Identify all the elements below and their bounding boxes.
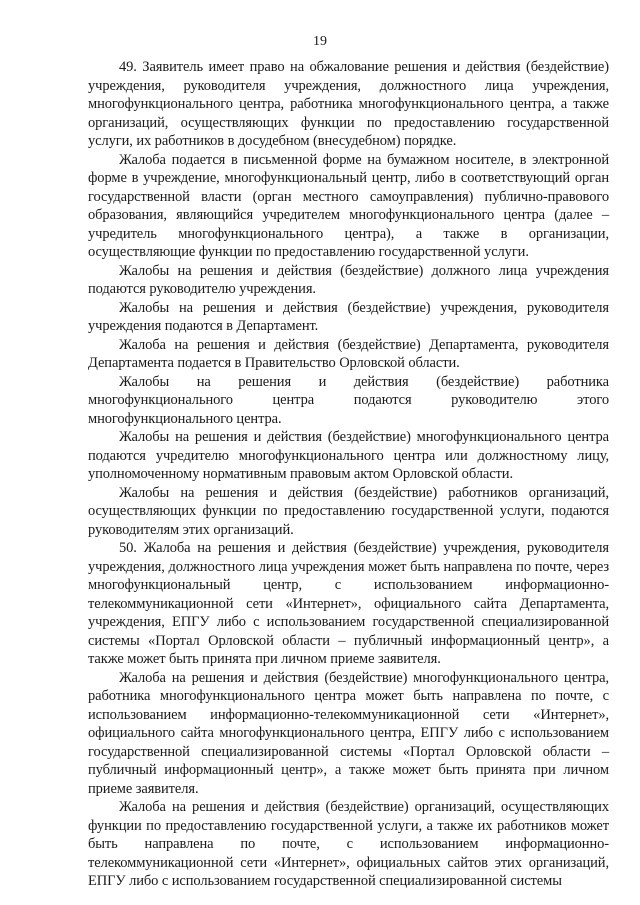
body-text	[88, 58, 609, 891]
paragraph-mfc-complaints: Жалобы на решения и действия (бездействие) многофункционального центра подаются учредителю многофункционального центра или должностному лицу, уполномоченному нормативным правовым актом Орловской области.	[88, 429, 609, 482]
paragraph-department-complaints: Жалоба на решения и действия (бездействие) Департамента, руководителя Департамента подается в Правительство Орловской области.	[88, 336, 609, 371]
paragraph-50-submission-channels: 50. Жалоба на решения и действия (бездействие) учреждения, руководителя учреждения, должностного лица учреждения может быть направлена по почте, через многофункциональный центр, с использованием информационно-телекоммуникационной сети «Интернет», официального сайта Департамента, учреждения, ЕПГУ либо с использованием государственной специализированной системы «Портал Орловской области – публичный информационный центр», а также может быть принята при личном приеме заявителя.	[88, 540, 609, 667]
paragraph-organization-submission-channels: Жалоба на решения и действия (бездействие) организаций, осуществляющих функции по предоставлению государственной услуги, а также их работников может быть направлена по почте, с использованием информационно-телекоммуникационной сети «Интернет», официальных сайтов этих организаций, ЕПГУ либо с использованием государственной специализированной системы	[88, 799, 609, 889]
paragraph-official-complaints: Жалобы на решения и действия (бездействие) должного лица учреждения подаются руководителю учреждения.	[88, 262, 609, 297]
paragraph-complaint-form: Жалоба подается в письменной форме на бумажном носителе, в электронной форме в учреждение, многофункциональный центр, либо в соответствующий орган государственной власти (орган местного самоуправления) публично-правового образования, являющийся учредителем многофункционального центра (далее – учредитель многофункционального центра), а также в организации, осуществляющие функции по предоставлению государственной услуги.	[88, 151, 609, 260]
paragraph-mfc-submission-channels: Жалоба на решения и действия (бездействие) многофункционального центра, работника многофункционального центра может быть направлена по почте, с использованием информационно-телекоммуникационной сети «Интернет», официального сайта многофункционального центра, ЕПГУ либо с использованием государственной специализированной системы «Портал Орловской области – публичный информационный центр», а также может быть принята при личном приеме заявителя.	[88, 669, 609, 797]
paragraph-organization-worker-complaints: Жалобы на решения и действия (бездействие) работников организаций, осуществляющих функции по предоставлению государственной услуги, подаются руководителям этих организаций.	[88, 484, 609, 538]
page-number: 19	[313, 34, 327, 49]
paragraph-mfc-worker-complaints: Жалобы на решения и действия (бездействие) работника многофункционального центра подаются руководителю этого многофункционального центра.	[88, 373, 609, 427]
paragraph-49-right-to-appeal: 49. Заявитель имеет право на обжалование решения и действия (бездействие) учреждения, руководителя учреждения, должностного лица учреждения, многофункционального центра, работника многофункционального центра, а также организаций, осуществляющих функции по предоставлению государственной услуги, их работников в досудебном (внесудебном) порядке.	[88, 59, 609, 149]
paragraph-institution-complaints: Жалобы на решения и действия (бездействие) учреждения, руководителя учреждения подаются в Департамент.	[88, 299, 609, 334]
